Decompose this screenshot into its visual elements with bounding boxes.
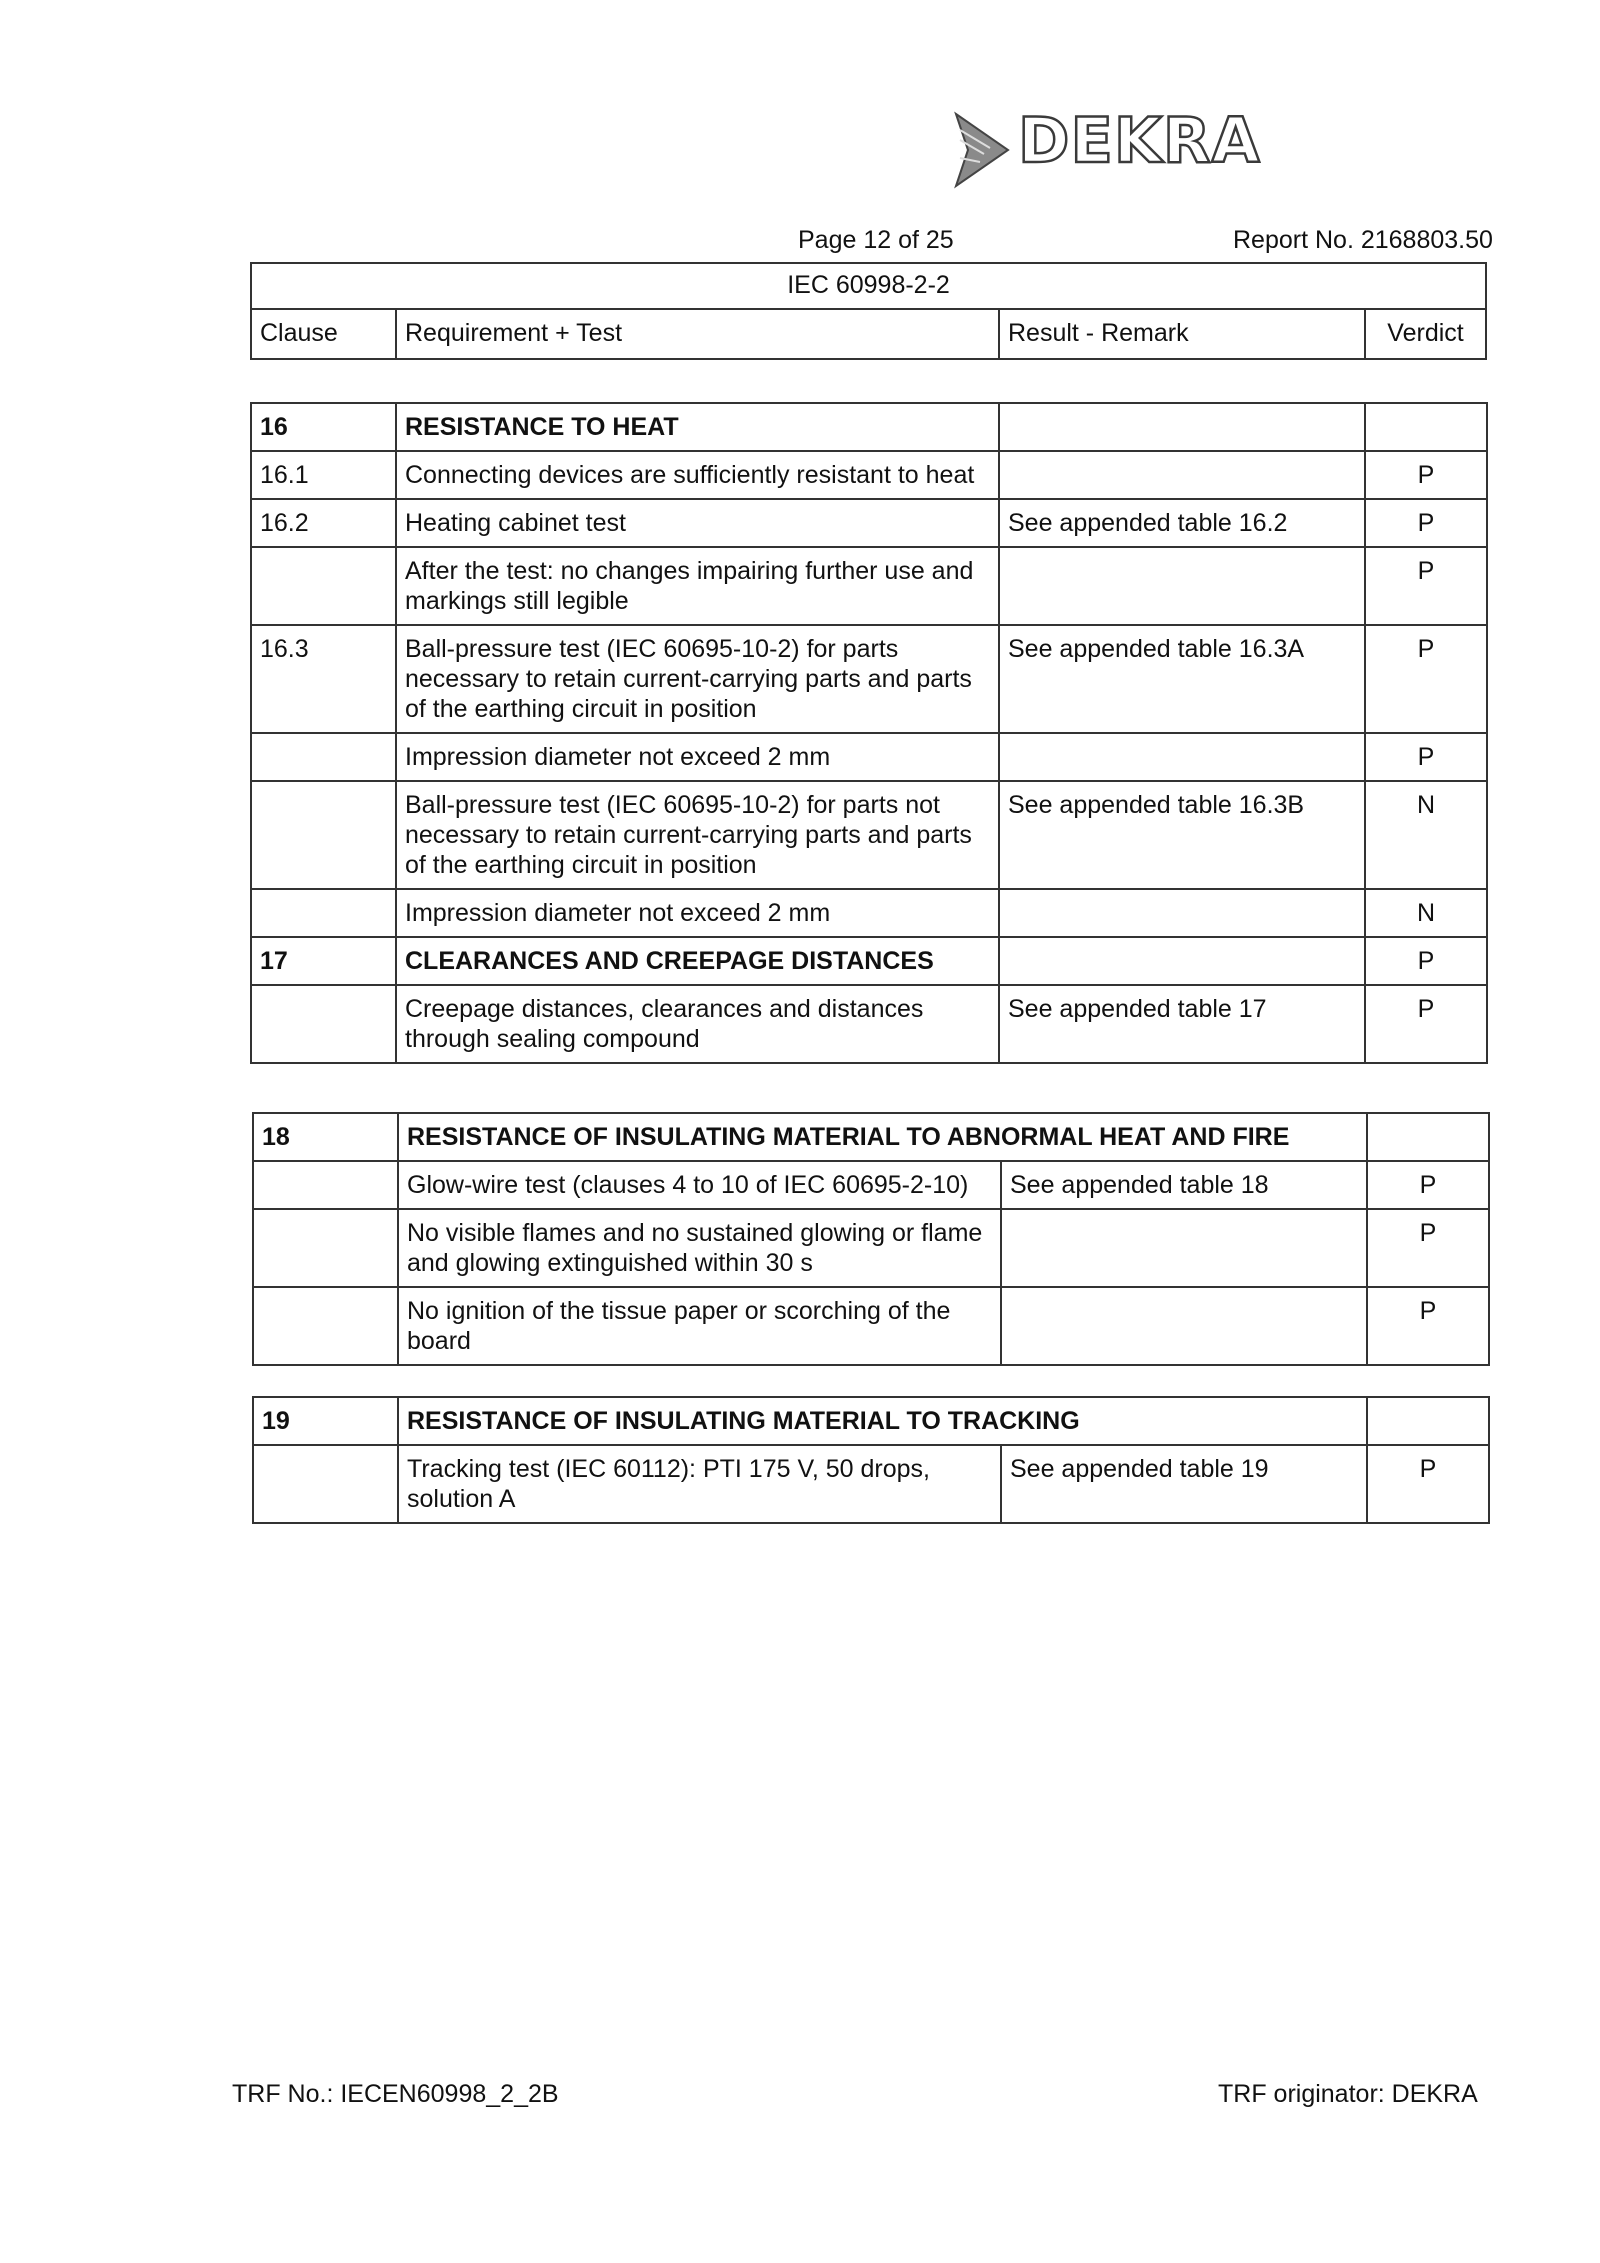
clause-cell bbox=[253, 1287, 398, 1365]
clause-cell: 18 bbox=[253, 1113, 398, 1161]
clause-cell bbox=[251, 547, 396, 625]
verdict-cell bbox=[1367, 1113, 1489, 1161]
footer-trf-number: TRF No.: IECEN60998_2_2B bbox=[232, 2080, 559, 2108]
result-cell: See appended table 16.3A bbox=[999, 625, 1365, 733]
verdict-cell: P bbox=[1367, 1445, 1489, 1523]
result-cell: See appended table 16.3B bbox=[999, 781, 1365, 889]
requirement-cell: Creepage distances, clearances and distances through sealing compound bbox=[396, 985, 999, 1063]
clause-cell: 16.3 bbox=[251, 625, 396, 733]
verdict-cell: P bbox=[1365, 499, 1487, 547]
clause-cell: 17 bbox=[251, 937, 396, 985]
verdict-cell: P bbox=[1367, 1209, 1489, 1287]
table-row bbox=[251, 889, 1487, 937]
table-row bbox=[253, 1113, 1489, 1161]
clause-cell bbox=[251, 889, 396, 937]
result-cell bbox=[999, 889, 1365, 937]
dekra-logo bbox=[950, 100, 1261, 190]
verdict-cell: P bbox=[1365, 547, 1487, 625]
verdict-cell: N bbox=[1365, 889, 1487, 937]
verdict-cell bbox=[1367, 1397, 1489, 1445]
clause-cell bbox=[251, 733, 396, 781]
section-table-16-17 bbox=[250, 402, 1488, 1064]
requirement-cell: No visible flames and no sustained glowing or flame and glowing extinguished within 30 s bbox=[398, 1209, 1001, 1287]
table-row bbox=[251, 781, 1487, 889]
table-row bbox=[251, 625, 1487, 733]
requirement-cell: Impression diameter not exceed 2 mm bbox=[396, 889, 999, 937]
verdict-cell: P bbox=[1365, 733, 1487, 781]
result-cell bbox=[999, 937, 1365, 985]
result-cell bbox=[1001, 1287, 1367, 1365]
col-header-verdict: Verdict bbox=[1365, 309, 1486, 359]
table-row bbox=[251, 451, 1487, 499]
header-table bbox=[250, 262, 1487, 360]
section-table-18 bbox=[252, 1112, 1490, 1366]
requirement-cell: Impression diameter not exceed 2 mm bbox=[396, 733, 999, 781]
requirement-cell: Connecting devices are sufficiently resistant to heat bbox=[396, 451, 999, 499]
table-row bbox=[253, 1287, 1489, 1365]
requirement-cell: After the test: no changes impairing further use and markings still legible bbox=[396, 547, 999, 625]
clause-cell bbox=[253, 1445, 398, 1523]
page-number: Page 12 of 25 bbox=[798, 226, 954, 254]
verdict-cell: P bbox=[1365, 985, 1487, 1063]
result-cell bbox=[1001, 1209, 1367, 1287]
verdict-cell: P bbox=[1367, 1161, 1489, 1209]
result-cell: See appended table 18 bbox=[1001, 1161, 1367, 1209]
verdict-cell bbox=[1365, 403, 1487, 451]
requirement-cell: RESISTANCE OF INSULATING MATERIAL TO TRACKING bbox=[398, 1397, 1367, 1445]
requirement-cell: Heating cabinet test bbox=[396, 499, 999, 547]
clause-cell: 19 bbox=[253, 1397, 398, 1445]
requirement-cell: No ignition of the tissue paper or scorching of the board bbox=[398, 1287, 1001, 1365]
verdict-cell: P bbox=[1367, 1287, 1489, 1365]
clause-cell bbox=[253, 1209, 398, 1287]
report-number: Report No. 2168803.50 bbox=[1233, 226, 1493, 254]
requirement-cell: RESISTANCE TO HEAT bbox=[396, 403, 999, 451]
standard-title: IEC 60998-2-2 bbox=[251, 263, 1486, 309]
result-cell: See appended table 16.2 bbox=[999, 499, 1365, 547]
verdict-cell: N bbox=[1365, 781, 1487, 889]
table-row bbox=[253, 1397, 1489, 1445]
clause-cell: 16.1 bbox=[251, 451, 396, 499]
result-cell bbox=[999, 733, 1365, 781]
result-cell bbox=[999, 451, 1365, 499]
table-row bbox=[253, 1209, 1489, 1287]
requirement-cell: Tracking test (IEC 60112): PTI 175 V, 50 drops, solution A bbox=[398, 1445, 1001, 1523]
result-cell: See appended table 17 bbox=[999, 985, 1365, 1063]
requirement-cell: Glow-wire test (clauses 4 to 10 of IEC 60695-2-10) bbox=[398, 1161, 1001, 1209]
requirement-cell: Ball-pressure test (IEC 60695-10-2) for parts not necessary to retain current-carrying parts and parts of the earthing circuit in position bbox=[396, 781, 999, 889]
result-cell bbox=[999, 547, 1365, 625]
table-row bbox=[251, 937, 1487, 985]
requirement-cell: CLEARANCES AND CREEPAGE DISTANCES bbox=[396, 937, 999, 985]
table-row bbox=[251, 403, 1487, 451]
footer-trf-originator: TRF originator: DEKRA bbox=[1218, 2080, 1478, 2108]
verdict-cell: P bbox=[1365, 937, 1487, 985]
table-row bbox=[251, 499, 1487, 547]
clause-cell bbox=[251, 985, 396, 1063]
clause-cell bbox=[253, 1161, 398, 1209]
col-header-requirement: Requirement + Test bbox=[396, 309, 999, 359]
logo-text: DEKRA bbox=[1018, 104, 1261, 177]
table-row bbox=[253, 1161, 1489, 1209]
section-table-19 bbox=[252, 1396, 1490, 1524]
table-row bbox=[251, 733, 1487, 781]
verdict-cell: P bbox=[1365, 451, 1487, 499]
dekra-arrow-icon bbox=[950, 110, 1010, 190]
clause-cell: 16 bbox=[251, 403, 396, 451]
table-row bbox=[251, 985, 1487, 1063]
result-cell bbox=[999, 403, 1365, 451]
clause-cell bbox=[251, 781, 396, 889]
requirement-cell: Ball-pressure test (IEC 60695-10-2) for parts necessary to retain current-carrying parts and parts of the earthing circuit in position bbox=[396, 625, 999, 733]
table-row bbox=[253, 1445, 1489, 1523]
clause-cell: 16.2 bbox=[251, 499, 396, 547]
requirement-cell: RESISTANCE OF INSULATING MATERIAL TO ABNORMAL HEAT AND FIRE bbox=[398, 1113, 1367, 1161]
verdict-cell: P bbox=[1365, 625, 1487, 733]
table-row bbox=[251, 547, 1487, 625]
result-cell: See appended table 19 bbox=[1001, 1445, 1367, 1523]
col-header-clause: Clause bbox=[251, 309, 396, 359]
col-header-result: Result - Remark bbox=[999, 309, 1365, 359]
